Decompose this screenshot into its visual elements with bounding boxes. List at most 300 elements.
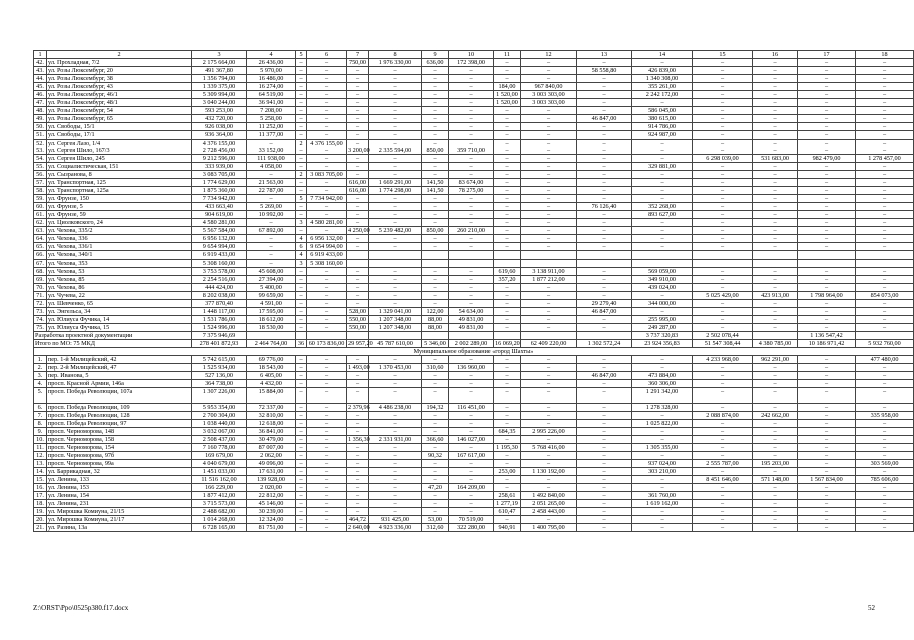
value-cell: – — [521, 203, 577, 211]
value-cell: 1 451 033,00 — [192, 468, 247, 476]
value-cell: 3 715 573,00 — [192, 500, 247, 508]
value-cell: – — [369, 162, 422, 170]
value-cell: – — [347, 419, 369, 427]
value-cell: 16 069,20 — [495, 339, 520, 347]
value-cell — [693, 251, 753, 259]
value-cell: – — [494, 187, 521, 195]
value-cell: – — [307, 419, 347, 427]
value-cell: – — [307, 524, 347, 532]
value-cell: 9 — [422, 51, 449, 59]
value-cell: 30 239,00 — [247, 508, 296, 516]
value-cell: – — [856, 171, 914, 179]
value-cell: – — [856, 307, 914, 315]
value-cell: – — [247, 251, 296, 259]
value-cell: – — [494, 307, 521, 315]
value-cell: – — [449, 123, 494, 131]
value-cell: – — [296, 468, 307, 476]
value-cell: – — [753, 508, 798, 516]
value-cell: 260 210,00 — [449, 227, 494, 235]
row-number: 50. — [34, 123, 47, 131]
value-cell: 167 617,00 — [449, 451, 494, 459]
value-cell: 3 083 705,00 — [307, 171, 347, 179]
value-cell — [369, 251, 422, 259]
row-number: 1. — [34, 356, 47, 364]
row-number: 56. — [34, 171, 47, 179]
value-cell: – — [577, 179, 632, 187]
value-cell: – — [369, 83, 422, 91]
value-cell: 531 683,00 — [753, 154, 798, 162]
value-cell: – — [369, 459, 422, 467]
value-cell: – — [369, 500, 422, 508]
value-cell: – — [347, 411, 369, 419]
value-cell: – – — [798, 139, 856, 154]
value-cell: – — [422, 291, 449, 299]
value-cell: – — [449, 154, 494, 162]
value-cell: – — [798, 459, 856, 467]
value-cell: – — [494, 403, 521, 411]
value-cell — [347, 251, 369, 259]
value-cell: – — [753, 219, 798, 227]
value-cell: – — [296, 364, 307, 372]
value-cell: – — [693, 315, 753, 323]
value-cell: 3 083 705,00 — [192, 171, 247, 179]
value-cell: – — [577, 508, 632, 516]
row-number: 8. — [34, 419, 47, 427]
table-row — [34, 459, 914, 467]
value-cell: – — [449, 283, 494, 291]
value-cell: – — [449, 443, 494, 451]
table-row — [34, 492, 914, 500]
value-cell: – — [856, 524, 914, 532]
row-number: 63. — [34, 227, 47, 235]
value-cell: – — [693, 372, 753, 380]
value-cell: 1 567 834,00 — [798, 476, 856, 484]
address-cell: ул. Чехова, 336 — [47, 235, 192, 243]
value-cell: – — [577, 500, 632, 508]
value-cell: 636,00 — [422, 59, 449, 67]
value-cell: 17 — [798, 51, 856, 59]
value-cell: – — [693, 171, 753, 179]
value-cell: – — [494, 59, 521, 67]
value-cell: – — [369, 492, 422, 500]
value-cell: – — [422, 443, 449, 451]
value-cell: – — [296, 419, 307, 427]
value-cell: – — [753, 187, 798, 195]
value-cell: – — [494, 171, 521, 179]
row-number: 75. — [34, 323, 47, 331]
value-cell: 854 073,00 — [856, 291, 914, 299]
value-cell: – — [798, 83, 856, 91]
value-cell: – — [693, 508, 753, 516]
value-cell: – — [307, 508, 347, 516]
value-cell: 5 346,00 — [422, 339, 449, 347]
value-cell: – – — [856, 139, 914, 154]
table-row — [34, 524, 914, 532]
value-cell: – — [632, 59, 693, 67]
value-cell: – — [577, 388, 632, 403]
value-cell: 1 619 162,00 — [632, 500, 693, 508]
value-cell: 5 953 354,00 — [192, 403, 247, 411]
value-cell: – — [422, 211, 449, 219]
address-cell: просп. Победа Революции, 107а — [47, 388, 192, 403]
row-number: 2. — [34, 364, 47, 372]
value-cell: – — [753, 131, 798, 139]
value-cell: – — [369, 411, 422, 419]
value-cell: – — [753, 451, 798, 459]
value-cell: 1 305 355,00 — [632, 443, 693, 451]
value-cell — [521, 259, 577, 267]
value-cell: – — [693, 187, 753, 195]
row-number: 1 — [34, 51, 47, 59]
value-cell: 78 275,00 — [449, 187, 494, 195]
row-number: 10. — [34, 435, 47, 443]
value-cell: – — [422, 171, 449, 179]
value-cell: 4 233 968,00 — [693, 356, 753, 364]
value-cell: – — [347, 508, 369, 516]
value-cell: 1 400 795,00 — [521, 524, 577, 532]
value-cell: – — [369, 427, 422, 435]
value-cell: – – — [632, 139, 693, 154]
value-cell: – — [494, 195, 521, 203]
table-row — [34, 179, 914, 187]
value-cell: – — [449, 107, 494, 115]
value-cell: – — [296, 267, 307, 275]
value-cell: – — [449, 459, 494, 467]
value-cell: 18 543,00 — [247, 364, 296, 372]
value-cell: – — [693, 67, 753, 75]
value-cell — [753, 331, 798, 339]
value-cell: – — [577, 516, 632, 524]
value-cell: – — [521, 372, 577, 380]
value-cell: – — [449, 162, 494, 170]
value-cell: 88,00 — [422, 323, 449, 331]
value-cell: 1 207 348,00 — [369, 323, 422, 331]
value-cell: – — [307, 154, 347, 162]
row-number: 72. — [34, 299, 47, 307]
value-cell: 926 038,00 — [192, 123, 247, 131]
value-cell: – — [693, 203, 753, 211]
value-cell: – — [307, 67, 347, 75]
value-cell: – — [296, 443, 307, 451]
value-cell: 6 919 433,00 — [192, 251, 247, 259]
value-cell: – — [347, 451, 369, 459]
address-cell: ул. Фрунзе, 59 — [47, 211, 192, 219]
value-cell: – — [521, 315, 577, 323]
value-cell: – — [753, 380, 798, 388]
value-cell: – — [798, 388, 856, 403]
value-cell: – — [347, 427, 369, 435]
value-cell: 333 939,00 — [192, 162, 247, 170]
value-cell: – — [369, 243, 422, 251]
value-cell: – — [296, 99, 307, 107]
value-cell: 4 376 155,00 2 728 456,00 — [192, 139, 247, 154]
value-cell: 303 210,00 — [632, 468, 693, 476]
value-cell: – — [753, 162, 798, 170]
value-cell: – — [693, 99, 753, 107]
value-cell: 67 892,00 — [247, 227, 296, 235]
value-cell: – — [422, 203, 449, 211]
value-cell: – — [296, 154, 307, 162]
address-cell: ул. Чехова, 85 — [47, 275, 192, 283]
value-cell: – — [307, 443, 347, 451]
value-cell: – — [422, 219, 449, 227]
value-cell: 36 941,00 — [247, 99, 296, 107]
value-cell: 2 062,00 — [247, 451, 296, 459]
value-cell: – — [369, 380, 422, 388]
value-cell: – — [296, 323, 307, 331]
address-cell: просп. Черноморова, 154 — [47, 443, 192, 451]
value-cell: 593 253,00 — [192, 107, 247, 115]
value-cell: – — [693, 435, 753, 443]
value-cell: – — [693, 131, 753, 139]
value-cell: – — [307, 492, 347, 500]
address-cell: просп. Победа Революции, 109 — [47, 403, 192, 411]
value-cell: 10 992,00 — [247, 211, 296, 219]
value-cell: – — [347, 195, 369, 203]
value-cell: 3 — [296, 219, 307, 227]
value-cell: – — [577, 131, 632, 139]
value-cell: 7 208,00 — [247, 107, 296, 115]
value-cell: – — [494, 179, 521, 187]
value-cell: – — [632, 356, 693, 364]
value-cell: – — [347, 162, 369, 170]
address-cell: ул. Розы Люксембург, 54 — [47, 107, 192, 115]
value-cell: – — [247, 171, 296, 179]
value-cell: – — [307, 427, 347, 435]
value-cell: – — [798, 307, 856, 315]
address-cell: ул. Розы Люксембург, 65 — [47, 115, 192, 123]
value-cell: 571 148,00 — [753, 476, 798, 484]
value-cell: 4 580 281,00 — [307, 219, 347, 227]
value-cell: – — [856, 380, 914, 388]
address-cell: ул. Розы Люксембург, 38 — [47, 75, 192, 83]
value-cell: – — [307, 91, 347, 99]
value-cell — [494, 259, 521, 267]
value-cell: – — [693, 500, 753, 508]
value-cell: – — [494, 372, 521, 380]
value-cell: – — [296, 291, 307, 299]
value-cell: – — [753, 123, 798, 131]
value-cell — [856, 259, 914, 267]
value-cell: – — [693, 115, 753, 123]
value-cell: – — [422, 411, 449, 419]
table-row — [34, 227, 914, 235]
value-cell: 49 096,00 — [247, 459, 296, 467]
value-cell: – — [753, 107, 798, 115]
value-cell: – — [347, 131, 369, 139]
table-row — [34, 291, 914, 299]
value-cell: 352 268,00 — [632, 203, 693, 211]
value-cell: 491 367,80 — [192, 67, 247, 75]
value-cell: 1 798 964,00 — [798, 291, 856, 299]
value-cell: – — [577, 380, 632, 388]
value-cell: – — [798, 403, 856, 411]
value-cell: – — [247, 259, 296, 267]
value-cell: 1 291 342,00 — [632, 388, 693, 403]
value-cell: – — [753, 67, 798, 75]
value-cell: – — [494, 243, 521, 251]
value-cell: 962 291,00 — [753, 356, 798, 364]
value-cell: – — [577, 235, 632, 243]
value-cell: – — [521, 211, 577, 219]
value-cell: 1 877 212,00 — [521, 275, 577, 283]
value-cell: 12 324,00 — [247, 516, 296, 524]
value-cell: – — [296, 516, 307, 524]
value-cell: – — [798, 123, 856, 131]
value-cell: – — [422, 67, 449, 75]
value-cell: – — [449, 75, 494, 83]
value-cell: 355 261,00 — [632, 83, 693, 91]
value-cell: – — [347, 291, 369, 299]
value-cell: – — [422, 380, 449, 388]
value-cell: – — [577, 451, 632, 459]
value-cell: – — [577, 99, 632, 107]
value-cell — [693, 259, 753, 267]
value-cell: 6 298 039,00 — [693, 154, 753, 162]
table-row — [34, 451, 914, 459]
value-cell: – — [347, 83, 369, 91]
value-cell: 10 — [449, 51, 494, 59]
value-cell: – — [296, 59, 307, 67]
value-cell: – — [307, 372, 347, 380]
row-number: 60. — [34, 203, 47, 211]
value-cell: – — [347, 115, 369, 123]
value-cell: – — [693, 516, 753, 524]
value-cell: – — [347, 476, 369, 484]
table-row — [34, 380, 914, 388]
value-cell: – — [307, 388, 347, 403]
value-cell: 616,00 — [347, 179, 369, 187]
value-cell: – — [693, 364, 753, 372]
value-cell: – — [296, 179, 307, 187]
value-cell: 3 003 303,00 — [521, 99, 577, 107]
table-row — [34, 476, 914, 484]
value-cell: – — [753, 484, 798, 492]
value-cell: – — [296, 227, 307, 235]
value-cell: – — [577, 283, 632, 291]
value-cell: 18 — [856, 51, 914, 59]
address-cell: 2 — [47, 51, 192, 59]
row-number: 61. — [34, 211, 47, 219]
value-cell: 1 525 934,00 — [192, 364, 247, 372]
value-cell: 7 734 942,00 — [192, 195, 247, 203]
value-cell: 1 302 572,24 — [577, 339, 632, 347]
value-cell: – — [307, 291, 347, 299]
value-cell: – — [369, 195, 422, 203]
value-cell: 4 923 336,00 — [369, 524, 422, 532]
value-cell: – — [577, 323, 632, 331]
value-cell: 2 508 437,00 — [192, 435, 247, 443]
value-cell: 1 014 268,00 — [192, 516, 247, 524]
table-row — [34, 115, 914, 123]
address-cell: ул. Розы Люксембург, 46/1 — [47, 91, 192, 99]
value-cell: 3 003 303,00 — [521, 91, 577, 99]
value-cell: – — [347, 123, 369, 131]
row-number: 52. 53. — [34, 139, 47, 154]
value-cell: 527 136,00 — [192, 372, 247, 380]
value-cell: – — [798, 115, 856, 123]
value-cell: – — [856, 451, 914, 459]
value-cell: – — [798, 243, 856, 251]
value-cell: – — [798, 162, 856, 170]
value-cell: – — [422, 500, 449, 508]
value-cell: 982 479,00 — [798, 154, 856, 162]
value-cell: 60 173 836,00 — [307, 339, 347, 347]
table-row — [34, 203, 914, 211]
value-cell: – — [632, 154, 693, 162]
value-cell: 1 136 547,42 — [798, 331, 856, 339]
value-cell: 22 787,00 — [247, 187, 296, 195]
value-cell: – — [798, 227, 856, 235]
value-cell: – — [753, 372, 798, 380]
value-cell: – — [856, 323, 914, 331]
value-cell: 2 175 664,00 — [192, 59, 247, 67]
value-cell: 1 278 328,00 — [632, 403, 693, 411]
value-cell: – — [753, 443, 798, 451]
value-cell: – — [856, 115, 914, 123]
value-cell: – — [347, 67, 369, 75]
table-row — [34, 154, 914, 162]
table-row — [34, 131, 914, 139]
row-number: 15. — [34, 476, 47, 484]
value-cell: – — [753, 299, 798, 307]
value-cell: – — [307, 227, 347, 235]
value-cell: 1 025 822,00 — [632, 419, 693, 427]
value-cell: 5 025 429,00 — [693, 291, 753, 299]
value-cell: 46 847,00 — [577, 307, 632, 315]
value-cell: 6 919 433,00 — [307, 251, 347, 259]
value-cell: – — [494, 315, 521, 323]
value-cell: – — [296, 162, 307, 170]
value-cell: 1 448 117,00 — [192, 307, 247, 315]
value-cell: 45 787 610,00 — [369, 339, 422, 347]
value-cell: – — [856, 75, 914, 83]
value-cell: 4 376 155,00 – — [307, 139, 347, 154]
value-cell: – — [307, 403, 347, 411]
value-cell: – — [307, 162, 347, 170]
value-cell — [753, 251, 798, 259]
value-cell: – — [494, 411, 521, 419]
value-cell: – — [307, 451, 347, 459]
value-cell: – — [798, 500, 856, 508]
value-cell: 11 — [494, 51, 521, 59]
value-cell: 1 339 375,00 — [192, 83, 247, 91]
value-cell: – — [577, 219, 632, 227]
value-cell: 10 186 971,42 — [798, 339, 856, 347]
value-cell: – — [422, 427, 449, 435]
value-cell: – — [369, 476, 422, 484]
table-row — [34, 443, 914, 451]
value-cell: 53,00 — [422, 516, 449, 524]
value-cell: – — [369, 211, 422, 219]
value-cell: – — [449, 195, 494, 203]
value-cell: – — [856, 211, 914, 219]
value-cell: – — [693, 468, 753, 476]
value-cell: – — [307, 380, 347, 388]
table-row — [34, 67, 914, 75]
value-cell: – — [753, 195, 798, 203]
address-cell: ул. Чехова, 340/1 — [47, 251, 192, 259]
section-row — [34, 348, 914, 356]
value-cell: – — [296, 107, 307, 115]
value-cell: 4 591,00 — [247, 299, 296, 307]
value-cell: 3 737 320,83 — [632, 331, 693, 339]
value-cell: 967 840,00 — [521, 83, 577, 91]
value-cell: – — [856, 107, 914, 115]
value-cell: – — [369, 235, 422, 243]
value-cell: – — [798, 323, 856, 331]
value-cell: – — [577, 411, 632, 419]
